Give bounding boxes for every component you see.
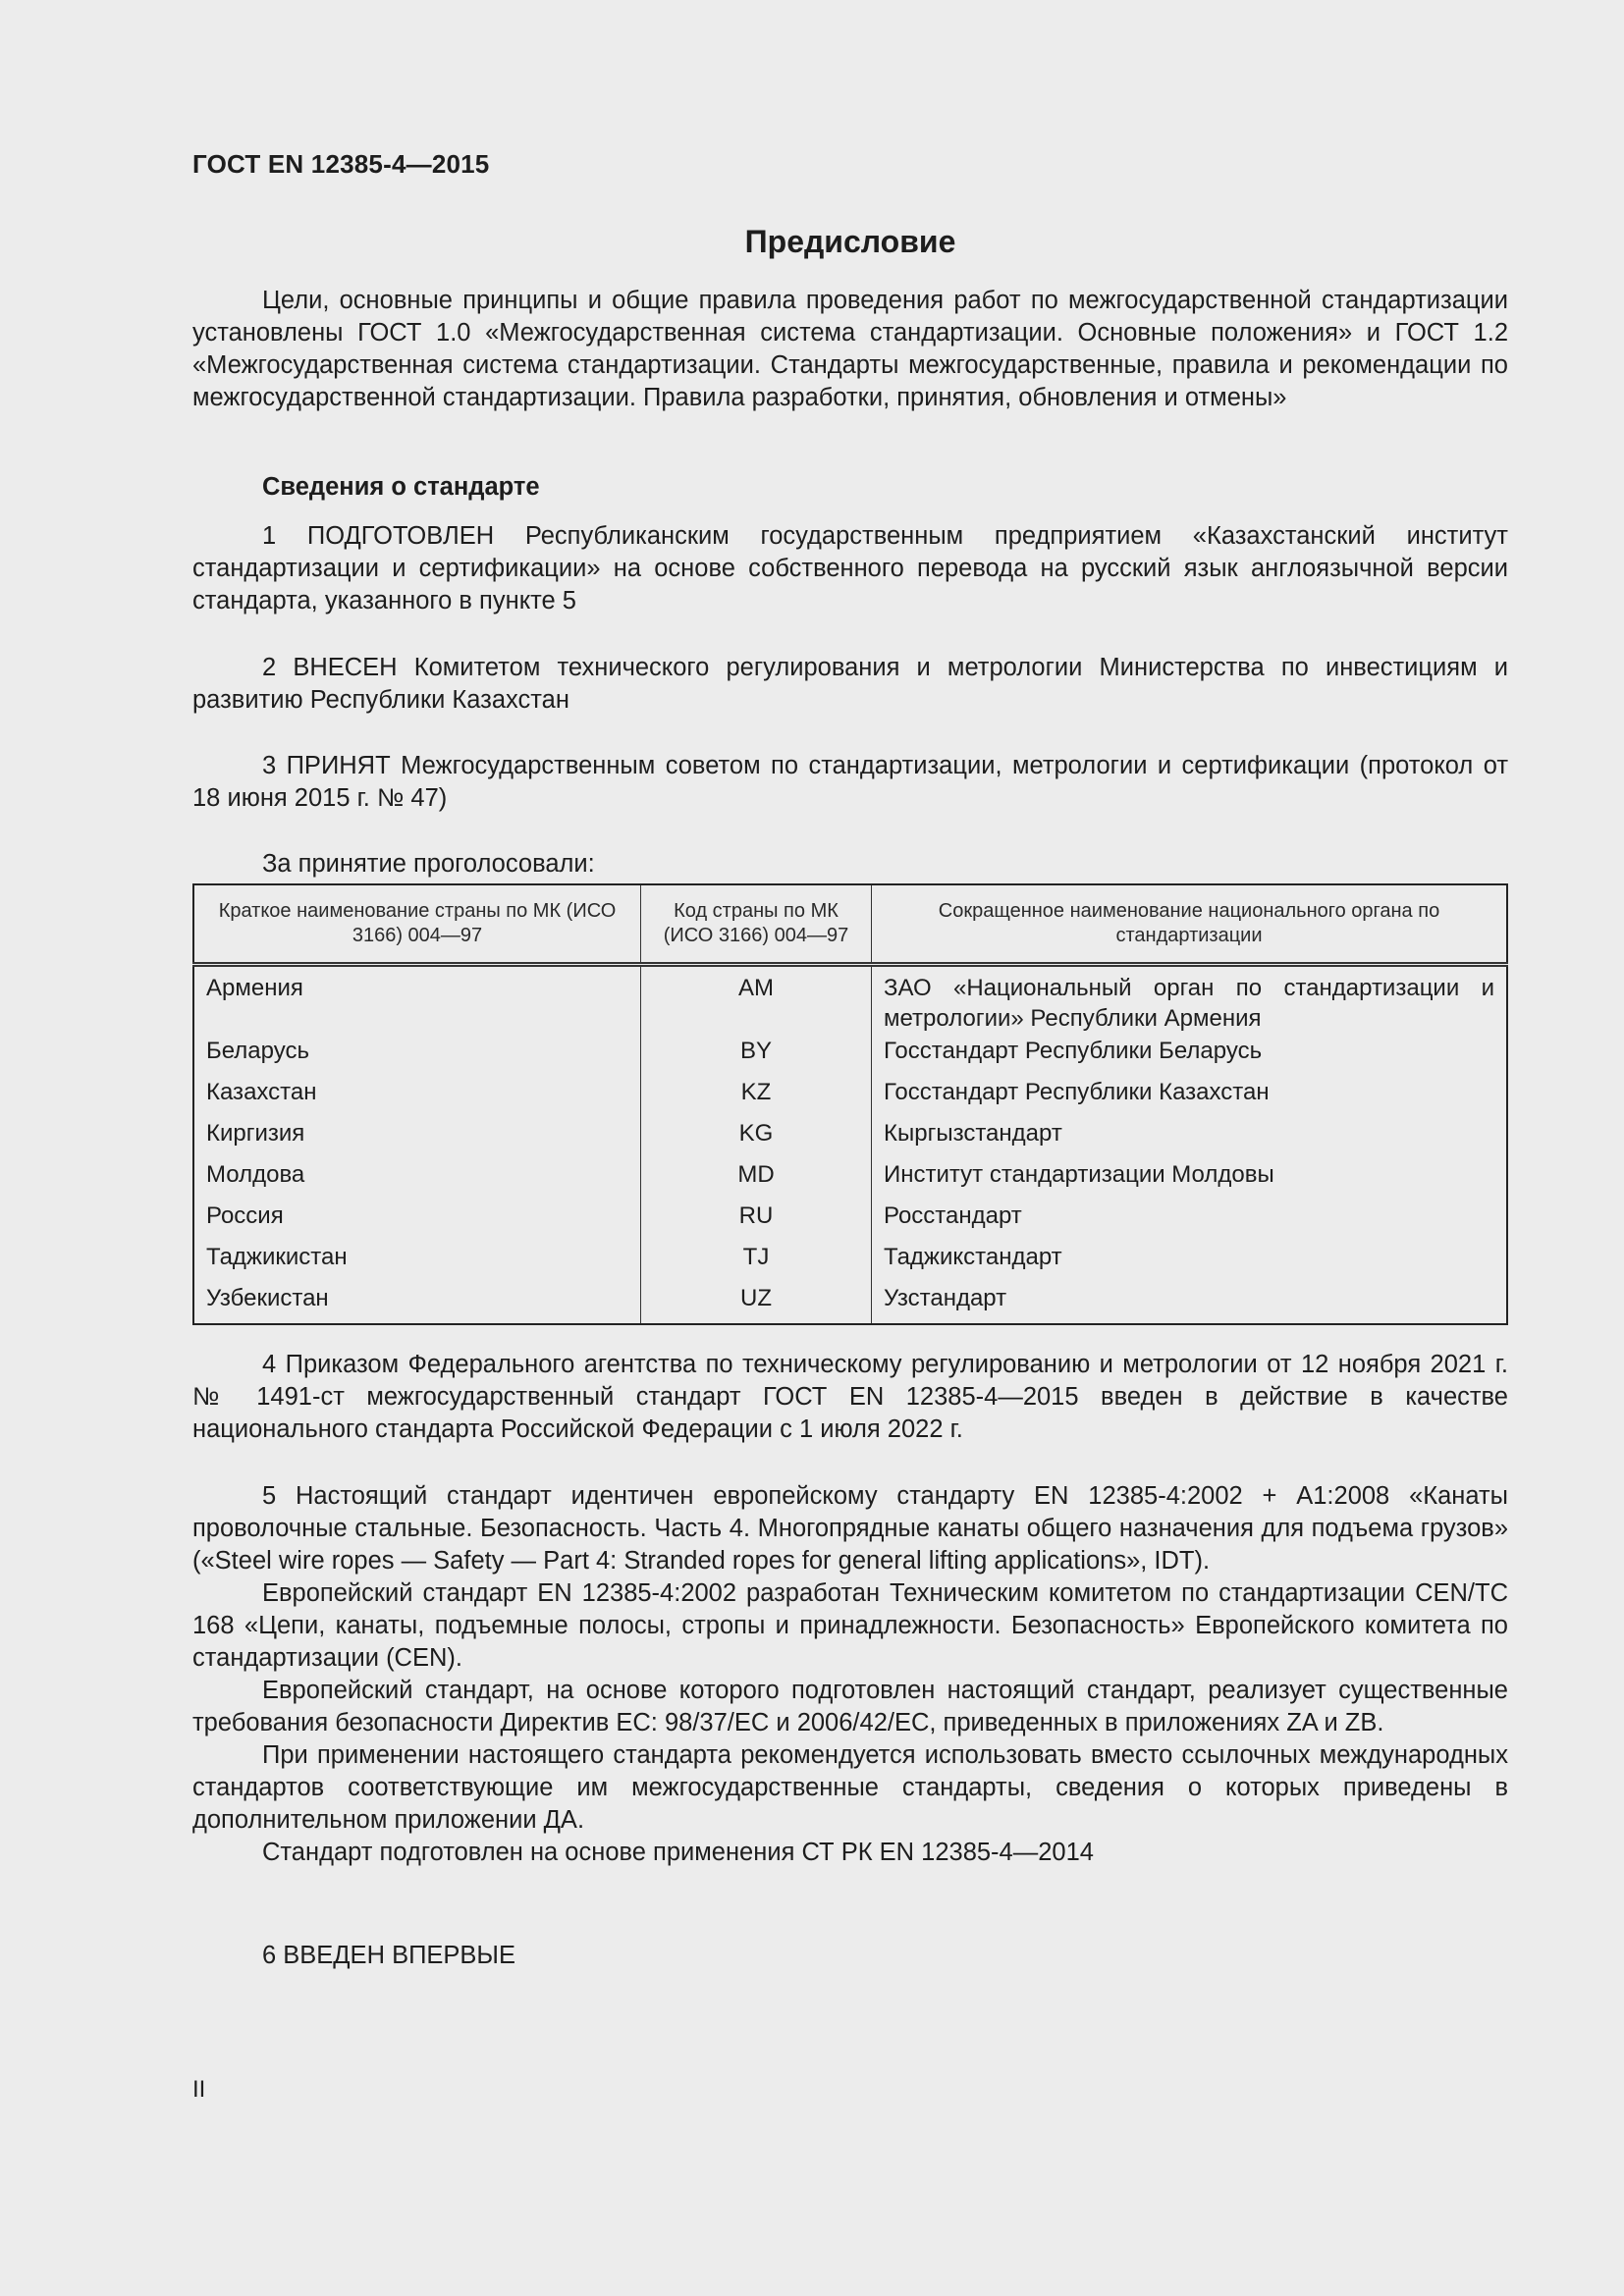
item-6-paragraph: 6 ВВЕДЕН ВПЕРВЫЕ xyxy=(262,1942,516,1969)
organ-cell: Госстандарт Республики Беларусь xyxy=(884,1037,1263,1064)
table-row xyxy=(193,1036,1507,1077)
country-cell: Узбекистан xyxy=(193,1283,641,1324)
item-4-paragraph: 4 Приказом Федерального агентства по техническому регулированию и метрологии от 12 ноября 2021 г. № 1491-ст межгосударственный стандарт ГОСТ EN 12385-4—2015 введен в действие в качестве национального стандарта Российской Федерации с 1 июля 2022 г. xyxy=(192,1351,1508,1443)
item-5-paragraph-1: 5 Настоящий стандарт идентичен европейскому стандарту EN 12385-4:2002 + А1:2008 «Канаты проволочные стальные. Безопасность. Часть 4. Многопрядные канаты общего назначения для подъема грузов» («Steel wire ropes — Safety — Part 4: Stranded ropes for general lifting applications», IDT). xyxy=(192,1482,1508,1575)
organ-cell: Институт стандартизации Молдовы xyxy=(884,1160,1274,1188)
organ-cell: Узстандарт xyxy=(884,1284,1007,1311)
item-3-paragraph: 3 ПРИНЯТ Межгосударственным советом по стандартизации, метрологии и сертификации (протокол от 18 июня 2015 г. № 47) xyxy=(192,752,1508,812)
organ-cell: Росстандарт xyxy=(884,1201,1022,1229)
country-cell: Киргизия xyxy=(193,1118,641,1159)
column-header-code: Код страны по МК (ИСО 3166) 004—97 xyxy=(641,884,872,965)
country-cell: Армения xyxy=(193,965,641,1036)
table-row xyxy=(193,1242,1507,1283)
organ-cell: Госстандарт Республики Казахстан xyxy=(884,1078,1270,1105)
votes-table-header xyxy=(193,884,1507,965)
page-number: II xyxy=(192,2076,206,2103)
section-heading: Сведения о стандарте xyxy=(262,473,540,501)
table-row xyxy=(193,1283,1507,1324)
item-1 xyxy=(192,520,1508,617)
table-row xyxy=(193,1201,1507,1242)
country-cell: Казахстан xyxy=(193,1077,641,1118)
item-1-paragraph: 1 ПОДГОТОВЛЕН Республиканским государственным предприятием «Казахстанский институт стандартизации и сертификации» на основе собственного перевода на русский язык англоязычной версии стандарта, указанного в пункте 5 xyxy=(192,522,1508,614)
votes-table xyxy=(192,883,1508,1325)
item-2 xyxy=(192,652,1508,717)
intro-paragraph: Цели, основные принципы и общие правила проведения работ по межгосударственной стандартизации установлены ГОСТ 1.0 «Межгосударственная система стандартизации. Основные положения» и ГОСТ 1.2 «Межгосударственная система стандартизации. Стандарты межгосударственные, правила и рекомендации по межгосударственной стандартизации. Правила разработки, принятия, обновления и отмены» xyxy=(192,287,1508,411)
document-page xyxy=(192,0,1508,2296)
code-cell: KZ xyxy=(641,1077,872,1118)
column-header-country: Краткое наименование страны по МК (ИСО 3166) 004—97 xyxy=(193,884,641,965)
country-cell: Россия xyxy=(193,1201,641,1242)
item-5-paragraph-5: Стандарт подготовлен на основе применения СТ РК EN 12385-4—2014 xyxy=(262,1839,1094,1866)
item-3 xyxy=(192,750,1508,815)
organ-cell: ЗАО «Национальный орган по стандартизации и метрологии» Республики Армения xyxy=(884,975,1494,1032)
column-header-organ: Сокращенное наименование национального органа по стандартизации xyxy=(872,884,1508,965)
code-cell: MD xyxy=(641,1159,872,1201)
item-2-paragraph: 2 ВНЕСЕН Комитетом технического регулирования и метрологии Министерства по инвестициям и развитию Республики Казахстан xyxy=(192,654,1508,714)
organ-cell: Таджикстандарт xyxy=(884,1243,1062,1270)
item-5-paragraph-3: Европейский стандарт, на основе которого подготовлен настоящий стандарт, реализует существенные требования безопасности Директив ЕС: 98/37/ЕС и 2006/42/ЕС, приведенных в приложениях ZA и ZB. xyxy=(192,1677,1508,1736)
intro-section xyxy=(192,285,1508,414)
votes-intro: За принятие проголосовали: xyxy=(262,850,595,878)
table-row xyxy=(193,965,1507,1036)
item-5 xyxy=(192,1480,1508,1869)
document-code: ГОСТ EN 12385-4—2015 xyxy=(192,149,490,179)
table-row xyxy=(193,1159,1507,1201)
table-row xyxy=(193,1118,1507,1159)
page-title: Предисловие xyxy=(744,224,956,259)
code-cell: KG xyxy=(641,1118,872,1159)
item-6 xyxy=(192,1940,1508,1972)
item-4 xyxy=(192,1349,1508,1446)
country-cell: Таджикистан xyxy=(193,1242,641,1283)
item-5-paragraph-2: Европейский стандарт EN 12385-4:2002 разработан Техническим комитетом по стандартизации CEN/TC 168 «Цепи, канаты, подъемные полосы, стропы и принадлежности. Безопасность» Европейского комитета по стандартизации (CEN). xyxy=(192,1579,1508,1672)
code-cell: UZ xyxy=(641,1283,872,1324)
table-row xyxy=(193,1077,1507,1118)
country-cell: Беларусь xyxy=(193,1036,641,1077)
code-cell: AM xyxy=(641,965,872,1036)
code-cell: TJ xyxy=(641,1242,872,1283)
code-cell: RU xyxy=(641,1201,872,1242)
country-cell: Молдова xyxy=(193,1159,641,1201)
item-5-paragraph-4: При применении настоящего стандарта рекомендуется использовать вместо ссылочных международных стандартов соответствующие им межгосударственные стандарты, сведения о которых приведены в дополнительном приложении ДА. xyxy=(192,1741,1508,1834)
code-cell: BY xyxy=(641,1036,872,1077)
organ-cell: Кыргызстандарт xyxy=(884,1119,1062,1147)
